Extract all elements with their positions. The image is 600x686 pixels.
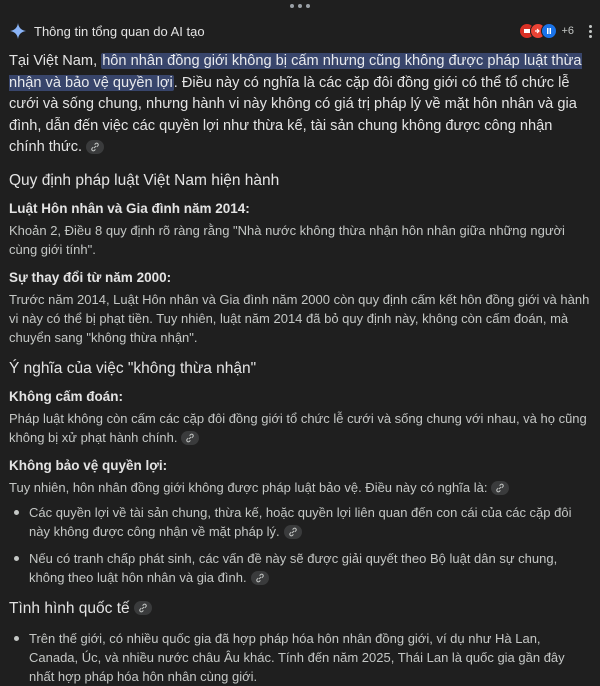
intro-paragraph [9,51,591,159]
subheading-law-2014: Luật Hôn nhân và Gia đình năm 2014: [9,200,250,216]
not-protected-text [9,478,591,497]
drag-handle[interactable] [0,4,600,12]
intro-prefix: Tại Việt Nam, [9,53,102,69]
list-item [9,503,591,541]
link-icon[interactable] [181,431,199,445]
overview-content [9,51,591,686]
link-icon[interactable] [251,571,269,585]
source-favicon-icon [541,23,557,39]
not-banned-text-span: Pháp luật không còn cấm các cặp đôi đồng giới tổ chức lễ cưới và sống chung với nhau, và họ cũng không bị xử phạt hành chính. [9,410,587,445]
world-heading-text: Tình hình quốc tế [9,599,130,617]
handle-dot [290,4,294,8]
not-protected-text-span: Tuy nhiên, hôn nhân đồng giới không được pháp luật bảo vệ. Điều này có nghĩa là: [9,479,488,495]
link-icon[interactable] [284,525,302,539]
subheading-change-2000: Sự thay đổi từ năm 2000: [9,269,172,285]
sources-button[interactable] [519,23,574,39]
more-options-icon[interactable] [588,25,592,38]
not-protected-list [9,503,591,587]
ai-overview-header [8,20,592,42]
section-heading-world [9,599,591,619]
list-item [9,549,591,587]
law-2014-text [9,221,591,259]
gemini-sparkle-icon [10,23,26,39]
handle-dot [306,4,310,8]
intro-highlight: hôn nhân đồng giới không bị cấm nhưng cũng không được pháp luật thừa nhận và bảo vệ quyền lợi [9,53,582,91]
world-list [9,629,591,686]
subheading-not-banned: Không cấm đoán: [9,388,123,404]
link-icon[interactable] [134,601,152,615]
section-heading-meaning: Ý nghĩa của việc "không thừa nhận" [9,359,257,377]
change-2000-text-span: Trước năm 2014, Luật Hôn nhân và Gia đình năm 2000 còn quy định cấm kết hôn đồng giới và hành vi này có thể bị phạt tiền. Tuy nhiên, luật năm 2014 đã bỏ quy định này, không còn cấm đoán, mà chuyển sang "không thừa nhận". [9,291,590,345]
list-item-text: Nếu có tranh chấp phát sinh, các vấn đề này sẽ được giải quyết theo Bộ luật dân sự chung, không theo luật hôn nhân và gia đình. [29,550,558,585]
link-icon[interactable] [86,140,104,154]
header-title: Thông tin tổng quan do AI tạo [34,23,205,39]
not-banned-text [9,409,591,447]
list-item: Trên thế giới, có nhiều quốc gia đã hợp pháp hóa hôn nhân đồng giới, ví dụ như Hà Lan, Canada, Úc, và nhiều nước châu Âu khác. Tính đến năm 2025, Thái Lan là quốc gia gần đây nhất hợp pháp hóa hôn nhân cùng giới. [9,629,591,686]
section-heading-law: Quy định pháp luật Việt Nam hiện hành [9,171,280,189]
sources-more-count: +6 [561,25,574,37]
list-item-text: Các quyền lợi về tài sản chung, thừa kế, hoặc quyền lợi liên quan đến con cái của các cặp đôi này không được công nhận về mặt pháp lý. [29,504,572,539]
change-2000-text [9,290,591,347]
intro-suffix: . Điều này có nghĩa là các cặp đôi đồng giới có thể tổ chức lễ cưới và sống chung, nhưng hành vi này không có giá trị pháp lý về mặt hôn nhân và gia đình, dẫn đến việc các quyền lợi như thừa kế, tài sản chung không được công nhận chính thức. [9,74,577,155]
law-2014-text-span: Khoản 2, Điều 8 quy định rõ ràng rằng "Nhà nước không thừa nhận hôn nhân giữa những người cùng giới tính". [9,222,565,257]
subheading-not-protected: Không bảo vệ quyền lợi: [9,457,168,473]
link-icon[interactable] [491,481,509,495]
handle-dot [298,4,302,8]
